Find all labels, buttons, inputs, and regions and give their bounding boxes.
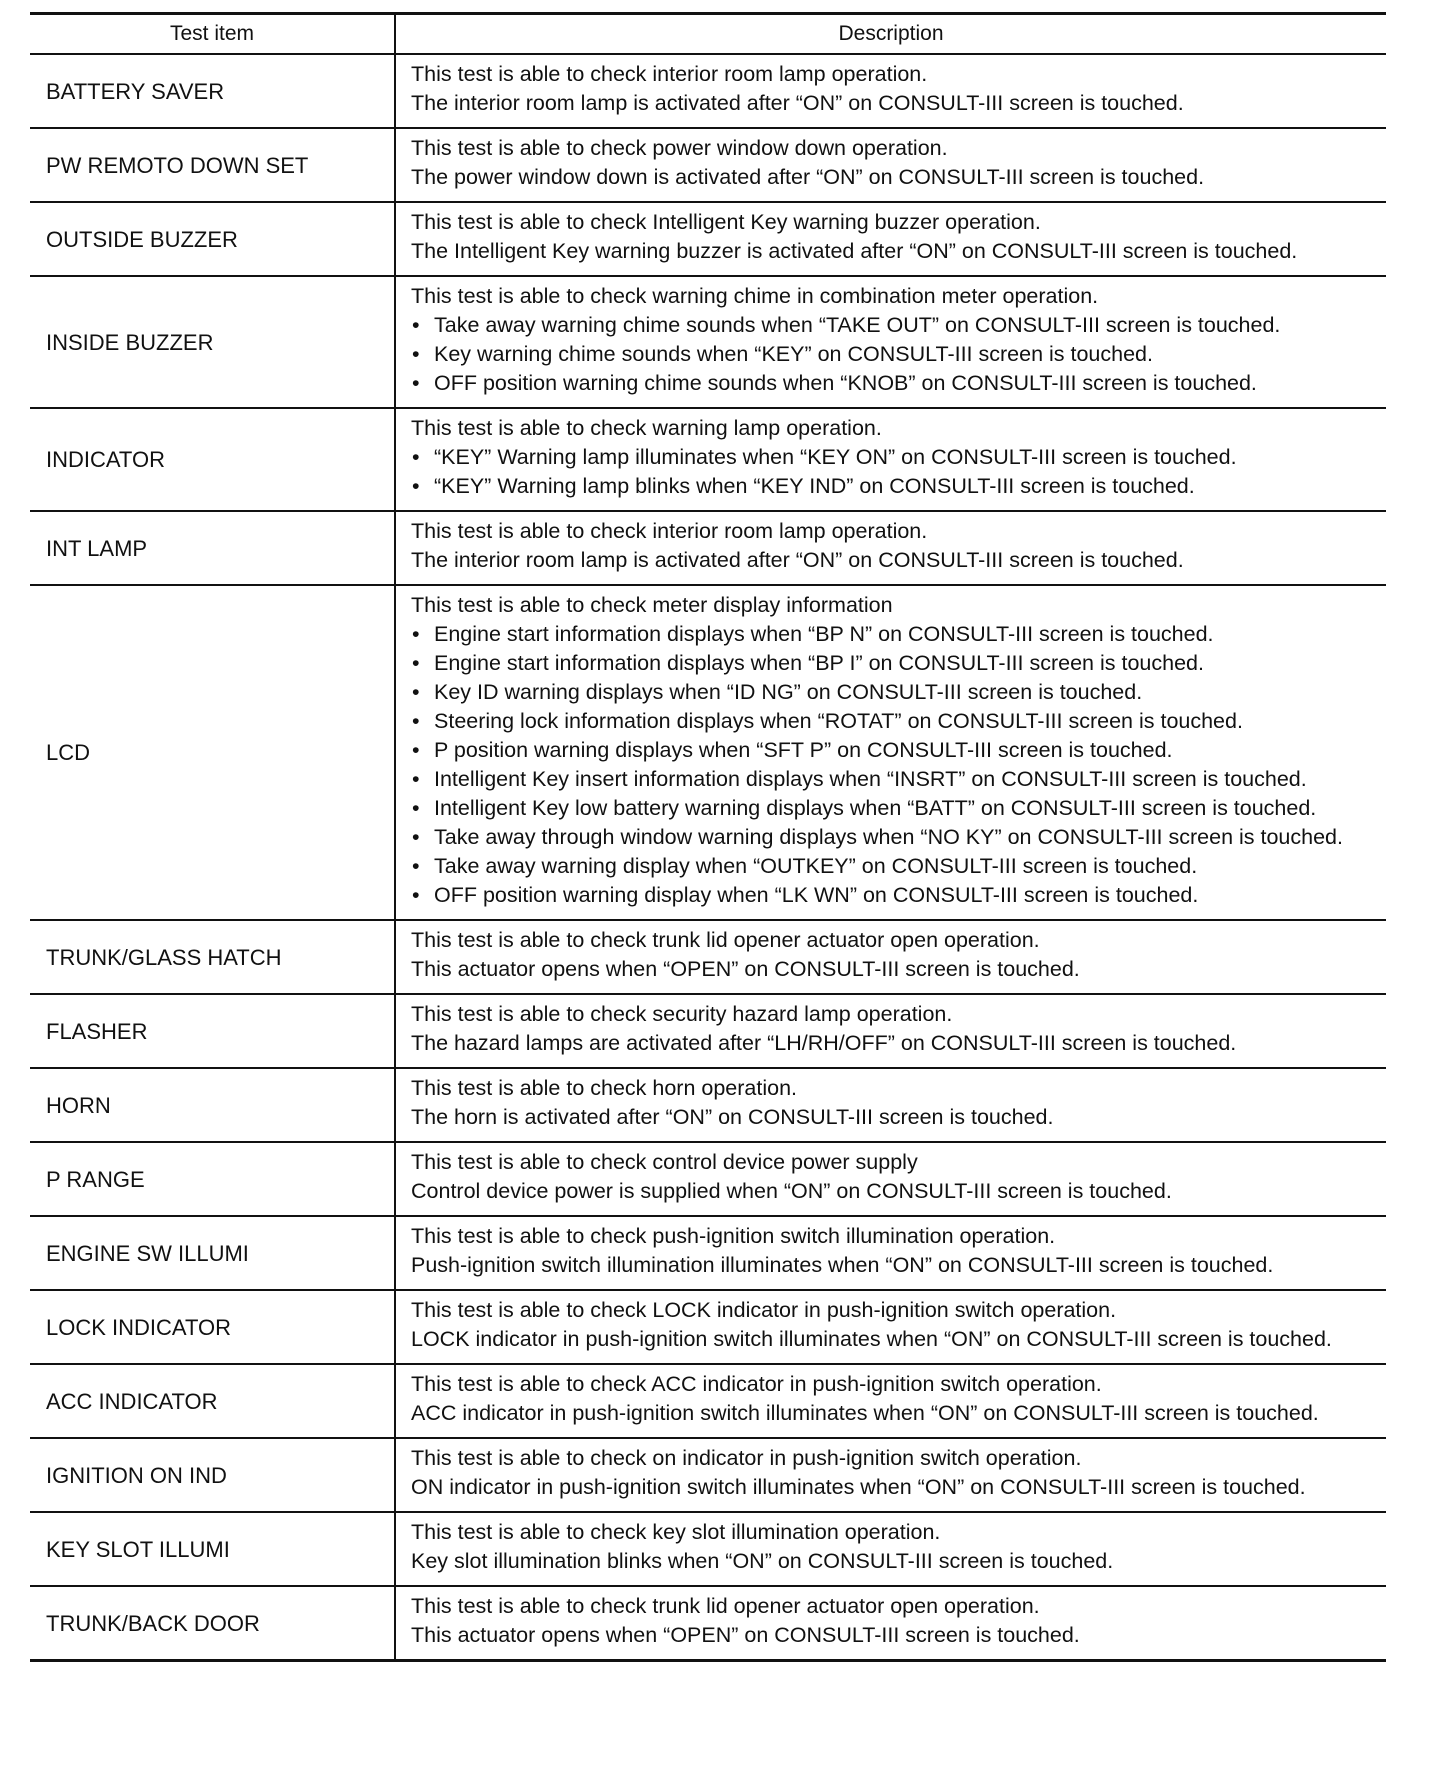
bullet-item: [411, 881, 1378, 910]
table-row: [30, 276, 1386, 408]
test-item-cell: OUTSIDE BUZZER: [30, 202, 395, 276]
description-line: This test is able to check ACC indicator in push-ignition switch operation.: [411, 1372, 1102, 1396]
test-item-cell: INDICATOR: [30, 408, 395, 511]
test-item-cell: LCD: [30, 585, 395, 920]
test-item-cell: BATTERY SAVER: [30, 54, 395, 128]
active-test-table-sheet: [30, 12, 1386, 1662]
column-header-test-item: Test item: [30, 14, 395, 55]
bullet-item: [411, 765, 1378, 794]
description-cell: [395, 128, 1386, 202]
description-line: Key slot illumination blinks when “ON” on CONSULT-III screen is touched.: [411, 1549, 1114, 1573]
table-row: [30, 1586, 1386, 1661]
test-item-cell: ENGINE SW ILLUMI: [30, 1216, 395, 1290]
table-row: [30, 585, 1386, 920]
table-header-row: [30, 14, 1386, 55]
test-item-cell: HORN: [30, 1068, 395, 1142]
bullet-dot-icon: •: [412, 738, 420, 762]
description-line: The hazard lamps are activated after “LH/RH/OFF” on CONSULT-III screen is touched.: [411, 1031, 1237, 1055]
description-line: This test is able to check Intelligent Key warning buzzer operation.: [411, 210, 1041, 234]
bullet-dot-icon: •: [412, 883, 420, 907]
description-line: Push-ignition switch illumination illuminates when “ON” on CONSULT-III screen is touched.: [411, 1253, 1274, 1277]
bullet-text: Engine start information displays when “BP N” on CONSULT-III screen is touched.: [434, 622, 1214, 646]
description-line: ON indicator in push-ignition switch illuminates when “ON” on CONSULT-III screen is touched.: [411, 1475, 1306, 1499]
bullet-text: Key warning chime sounds when “KEY” on CONSULT-III screen is touched.: [434, 342, 1153, 366]
table-row: [30, 1068, 1386, 1142]
test-item-cell: TRUNK/GLASS HATCH: [30, 920, 395, 994]
description-cell: [395, 1512, 1386, 1586]
description-line: The power window down is activated after “ON” on CONSULT-III screen is touched.: [411, 165, 1205, 189]
bullet-text: Steering lock information displays when “ROTAT” on CONSULT-III screen is touched.: [434, 709, 1243, 733]
description-cell: [395, 585, 1386, 920]
description-cell: [395, 1364, 1386, 1438]
test-item-cell: ACC INDICATOR: [30, 1364, 395, 1438]
description-cell: [395, 202, 1386, 276]
description-cell: [395, 1068, 1386, 1142]
bullet-item: [411, 649, 1378, 678]
bullet-text: Key ID warning displays when “ID NG” on CONSULT-III screen is touched.: [434, 680, 1143, 704]
bullet-item: [411, 620, 1378, 649]
column-header-description: Description: [838, 22, 944, 45]
bullet-item: [411, 443, 1378, 472]
description-cell: [395, 408, 1386, 511]
bullet-item: [411, 340, 1378, 369]
description-line: This test is able to check warning lamp operation.: [411, 416, 882, 440]
description-line: This actuator opens when “OPEN” on CONSULT-III screen is touched.: [411, 957, 1080, 981]
test-item-cell: FLASHER: [30, 994, 395, 1068]
bullet-text: Engine start information displays when “BP I” on CONSULT-III screen is touched.: [434, 651, 1204, 675]
bullet-dot-icon: •: [412, 854, 420, 878]
description-line: This test is able to check on indicator in push-ignition switch operation.: [411, 1446, 1082, 1470]
description-line: This test is able to check trunk lid opener actuator open operation.: [411, 1594, 1040, 1618]
table-body: [30, 54, 1386, 1661]
bullet-item: [411, 823, 1378, 852]
bullet-item: [411, 794, 1378, 823]
description-cell: [395, 994, 1386, 1068]
description-line: This test is able to check control device power supply: [411, 1150, 918, 1174]
description-line: This test is able to check horn operation.: [411, 1076, 798, 1100]
description-line: This test is able to check push-ignition switch illumination operation.: [411, 1224, 1056, 1248]
bullet-item: [411, 369, 1378, 398]
test-item-cell: INSIDE BUZZER: [30, 276, 395, 408]
table-row: [30, 54, 1386, 128]
test-item-cell: PW REMOTO DOWN SET: [30, 128, 395, 202]
table-row: [30, 1216, 1386, 1290]
bullet-dot-icon: •: [412, 680, 420, 704]
description-bullet-list: [411, 443, 1378, 501]
description-cell: [395, 54, 1386, 128]
bullet-item: [411, 678, 1378, 707]
test-item-cell: IGNITION ON IND: [30, 1438, 395, 1512]
table-row: [30, 1290, 1386, 1364]
bullet-item: [411, 736, 1378, 765]
description-cell: [395, 1290, 1386, 1364]
bullet-dot-icon: •: [412, 342, 420, 366]
table-row: [30, 408, 1386, 511]
description-line: LOCK indicator in push-ignition switch illuminates when “ON” on CONSULT-III screen is touched.: [411, 1327, 1332, 1351]
description-bullet-list: [411, 620, 1378, 910]
test-item-cell: P RANGE: [30, 1142, 395, 1216]
bullet-text: Take away through window warning displays when “NO KY” on CONSULT-III screen is touched.: [434, 825, 1343, 849]
test-item-cell: KEY SLOT ILLUMI: [30, 1512, 395, 1586]
bullet-dot-icon: •: [412, 622, 420, 646]
description-line: ACC indicator in push-ignition switch illuminates when “ON” on CONSULT-III screen is touched.: [411, 1401, 1319, 1425]
description-line: The interior room lamp is activated after “ON” on CONSULT-III screen is touched.: [411, 91, 1184, 115]
description-cell: [395, 1216, 1386, 1290]
table-row: [30, 920, 1386, 994]
bullet-dot-icon: •: [412, 371, 420, 395]
description-cell: [395, 1586, 1386, 1661]
bullet-text: “KEY” Warning lamp illuminates when “KEY ON” on CONSULT-III screen is touched.: [434, 445, 1237, 469]
bullet-text: Take away warning chime sounds when “TAKE OUT” on CONSULT-III screen is touched.: [434, 313, 1281, 337]
description-cell: [395, 1438, 1386, 1512]
description-line: This test is able to check meter display information: [411, 593, 893, 617]
table-row: [30, 994, 1386, 1068]
description-line: This test is able to check trunk lid opener actuator open operation.: [411, 928, 1040, 952]
description-cell: [395, 276, 1386, 408]
test-item-cell: LOCK INDICATOR: [30, 1290, 395, 1364]
description-line: This test is able to check security hazard lamp operation.: [411, 1002, 953, 1026]
active-test-table: [30, 12, 1386, 1662]
description-line: This test is able to check LOCK indicator in push-ignition switch operation.: [411, 1298, 1117, 1322]
test-item-cell: INT LAMP: [30, 511, 395, 585]
bullet-dot-icon: •: [412, 709, 420, 733]
description-cell: [395, 1142, 1386, 1216]
description-line: This test is able to check power window down operation.: [411, 136, 948, 160]
bullet-text: OFF position warning chime sounds when “KNOB” on CONSULT-III screen is touched.: [434, 371, 1257, 395]
bullet-dot-icon: •: [412, 445, 420, 469]
bullet-dot-icon: •: [412, 474, 420, 498]
description-bullet-list: [411, 311, 1378, 398]
bullet-item: [411, 472, 1378, 501]
bullet-dot-icon: •: [412, 651, 420, 675]
table-row: [30, 511, 1386, 585]
bullet-text: Intelligent Key low battery warning displays when “BATT” on CONSULT-III screen is touched.: [434, 796, 1317, 820]
description-line: This test is able to check interior room lamp operation.: [411, 519, 928, 543]
description-line: This actuator opens when “OPEN” on CONSULT-III screen is touched.: [411, 1623, 1080, 1647]
bullet-text: OFF position warning display when “LK WN” on CONSULT-III screen is touched.: [434, 883, 1199, 907]
description-line: The interior room lamp is activated after “ON” on CONSULT-III screen is touched.: [411, 548, 1184, 572]
bullet-text: Intelligent Key insert information displays when “INSRT” on CONSULT-III screen is touched.: [434, 767, 1307, 791]
description-line: The horn is activated after “ON” on CONSULT-III screen is touched.: [411, 1105, 1054, 1129]
description-cell: [395, 511, 1386, 585]
table-row: [30, 1364, 1386, 1438]
bullet-dot-icon: •: [412, 796, 420, 820]
bullet-dot-icon: •: [412, 825, 420, 849]
bullet-item: [411, 707, 1378, 736]
description-line: This test is able to check key slot illumination operation.: [411, 1520, 941, 1544]
table-row: [30, 1438, 1386, 1512]
description-line: Control device power is supplied when “ON” on CONSULT-III screen is touched.: [411, 1179, 1172, 1203]
bullet-item: [411, 311, 1378, 340]
bullet-item: [411, 852, 1378, 881]
description-line: This test is able to check warning chime in combination meter operation.: [411, 284, 1099, 308]
table-row: [30, 202, 1386, 276]
bullet-text: P position warning displays when “SFT P” on CONSULT-III screen is touched.: [434, 738, 1173, 762]
bullet-text: Take away warning display when “OUTKEY” on CONSULT-III screen is touched.: [434, 854, 1198, 878]
description-line: The Intelligent Key warning buzzer is activated after “ON” on CONSULT-III screen is touched.: [411, 239, 1298, 263]
table-row: [30, 128, 1386, 202]
table-row: [30, 1142, 1386, 1216]
description-line: This test is able to check interior room lamp operation.: [411, 62, 928, 86]
bullet-dot-icon: •: [412, 313, 420, 337]
bullet-text: “KEY” Warning lamp blinks when “KEY IND” on CONSULT-III screen is touched.: [434, 474, 1195, 498]
bullet-dot-icon: •: [412, 767, 420, 791]
table-row: [30, 1512, 1386, 1586]
description-cell: [395, 920, 1386, 994]
test-item-cell: TRUNK/BACK DOOR: [30, 1586, 395, 1661]
